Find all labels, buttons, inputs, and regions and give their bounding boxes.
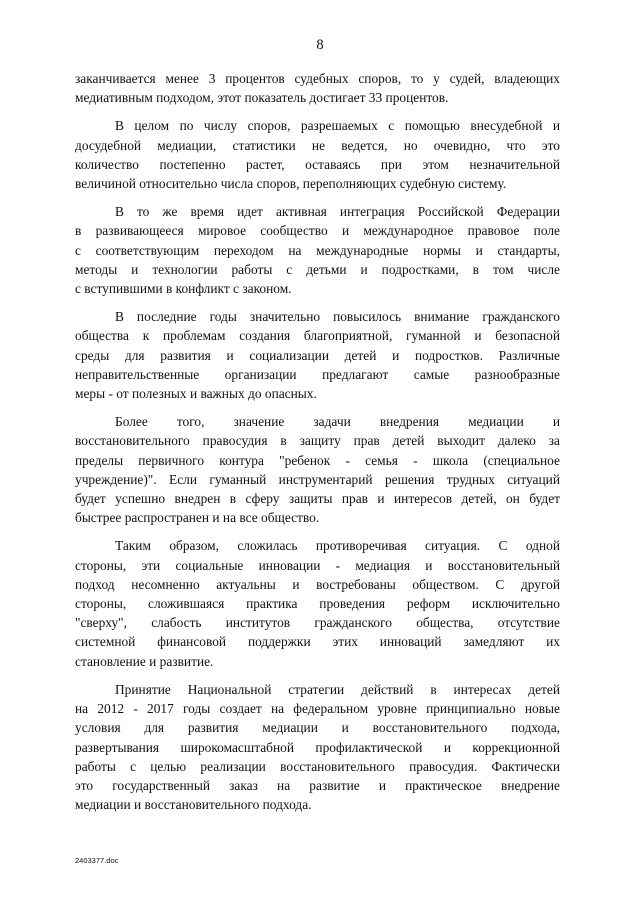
text-line: меры - от полезных и важных до опасных. (75, 386, 317, 402)
text-line: на 2012 - 2017 годы создает на федеральном уровне принципиально новые (75, 701, 560, 717)
paragraph (75, 116, 560, 193)
text-line: "сверху", слабость институтов гражданского общества, отсутствие (75, 615, 560, 631)
text-line: среды для развития и социализации детей и подростков. Различные (75, 347, 560, 363)
text-line: быстрее распространен и на все общество. (75, 510, 320, 526)
paragraph (75, 536, 560, 670)
text-line: количество постепенно растет, оставаясь при этом незначительной (75, 156, 560, 172)
text-line: подход несомненно актуальны и востребованы обществом. С другой (75, 576, 560, 592)
text-line: стороны, сложившаяся практика проведения реформ исключительно (75, 596, 560, 612)
text-line: пределы первичного контура "ребенок - семья - школа (специальное (75, 452, 560, 468)
text-line: работы с целью реализации восстановительного правосудия. Фактически (75, 758, 560, 774)
document-file-code: 2403377.doc (75, 856, 119, 865)
text-line: будет успешно внедрен в сферу защиты прав и интересов детей, он будет (75, 491, 560, 507)
text-line: В целом по числу споров, разрешаемых с помощью внесудебной и (115, 118, 560, 134)
text-line: В последние годы значительно повысилось внимание гражданского (115, 309, 560, 325)
text-line: Более того, значение задачи внедрения медиации и (115, 414, 560, 430)
text-line: досудебной медиации, статистики не ведется, но очевидно, что это (75, 137, 560, 153)
text-line: методы и технологии работы с детьми и подростками, в том числе (75, 261, 560, 277)
text-line: Таким образом, сложилась противоречивая ситуация. С одной (115, 538, 560, 554)
document-body (75, 69, 560, 814)
text-line: В то же время идет активная интеграция Российской Федерации (115, 204, 560, 220)
text-line: медиативным подходом, этот показатель достигает 33 процентов. (75, 90, 449, 106)
text-line: системной финансовой поддержки этих инноваций замедляют их (75, 634, 560, 650)
text-line: в развивающееся мировое сообщество и международное правовое поле (75, 223, 560, 239)
text-line: становление и развитие. (75, 653, 214, 669)
paragraph (75, 202, 560, 298)
text-line: это государственный заказ на развитие и практическое внедрение (75, 777, 560, 793)
text-line: восстановительного правосудия в защиту прав детей выходит далеко за (75, 433, 560, 449)
text-line: общества к проблемам создания благоприятной, гуманной и безопасной (75, 328, 560, 344)
text-line: учреждение)". Если гуманный инструментарий решения трудных ситуаций (75, 471, 560, 487)
text-line: заканчивается менее 3 процентов судебных споров, то у судей, владеющих (75, 71, 560, 86)
text-line: условия для развития медиации и восстановительного подхода, (75, 720, 560, 736)
text-line: стороны, эти социальные инновации - медиация и восстановительный (75, 557, 560, 573)
text-line: величиной относительно числа споров, переполняющих судебную систему. (75, 176, 507, 192)
text-line: медиации и восстановительного подхода. (75, 797, 312, 813)
text-line: с вступившими в конфликт с законом. (75, 281, 292, 297)
paragraph (75, 307, 560, 403)
page-number: 8 (316, 37, 324, 53)
paragraph (75, 69, 560, 107)
text-line: Принятие Национальной стратегии действий в интересах детей (115, 681, 560, 697)
text-line: неправительственные организации предлагают самые разнообразные (75, 366, 560, 382)
text-line: развертывания широкомасштабной профилактической и коррекционной (75, 739, 560, 755)
paragraph (75, 412, 560, 527)
text-line: с соответствующим переходом на международные нормы и стандарты, (75, 242, 560, 258)
paragraph (75, 680, 560, 814)
